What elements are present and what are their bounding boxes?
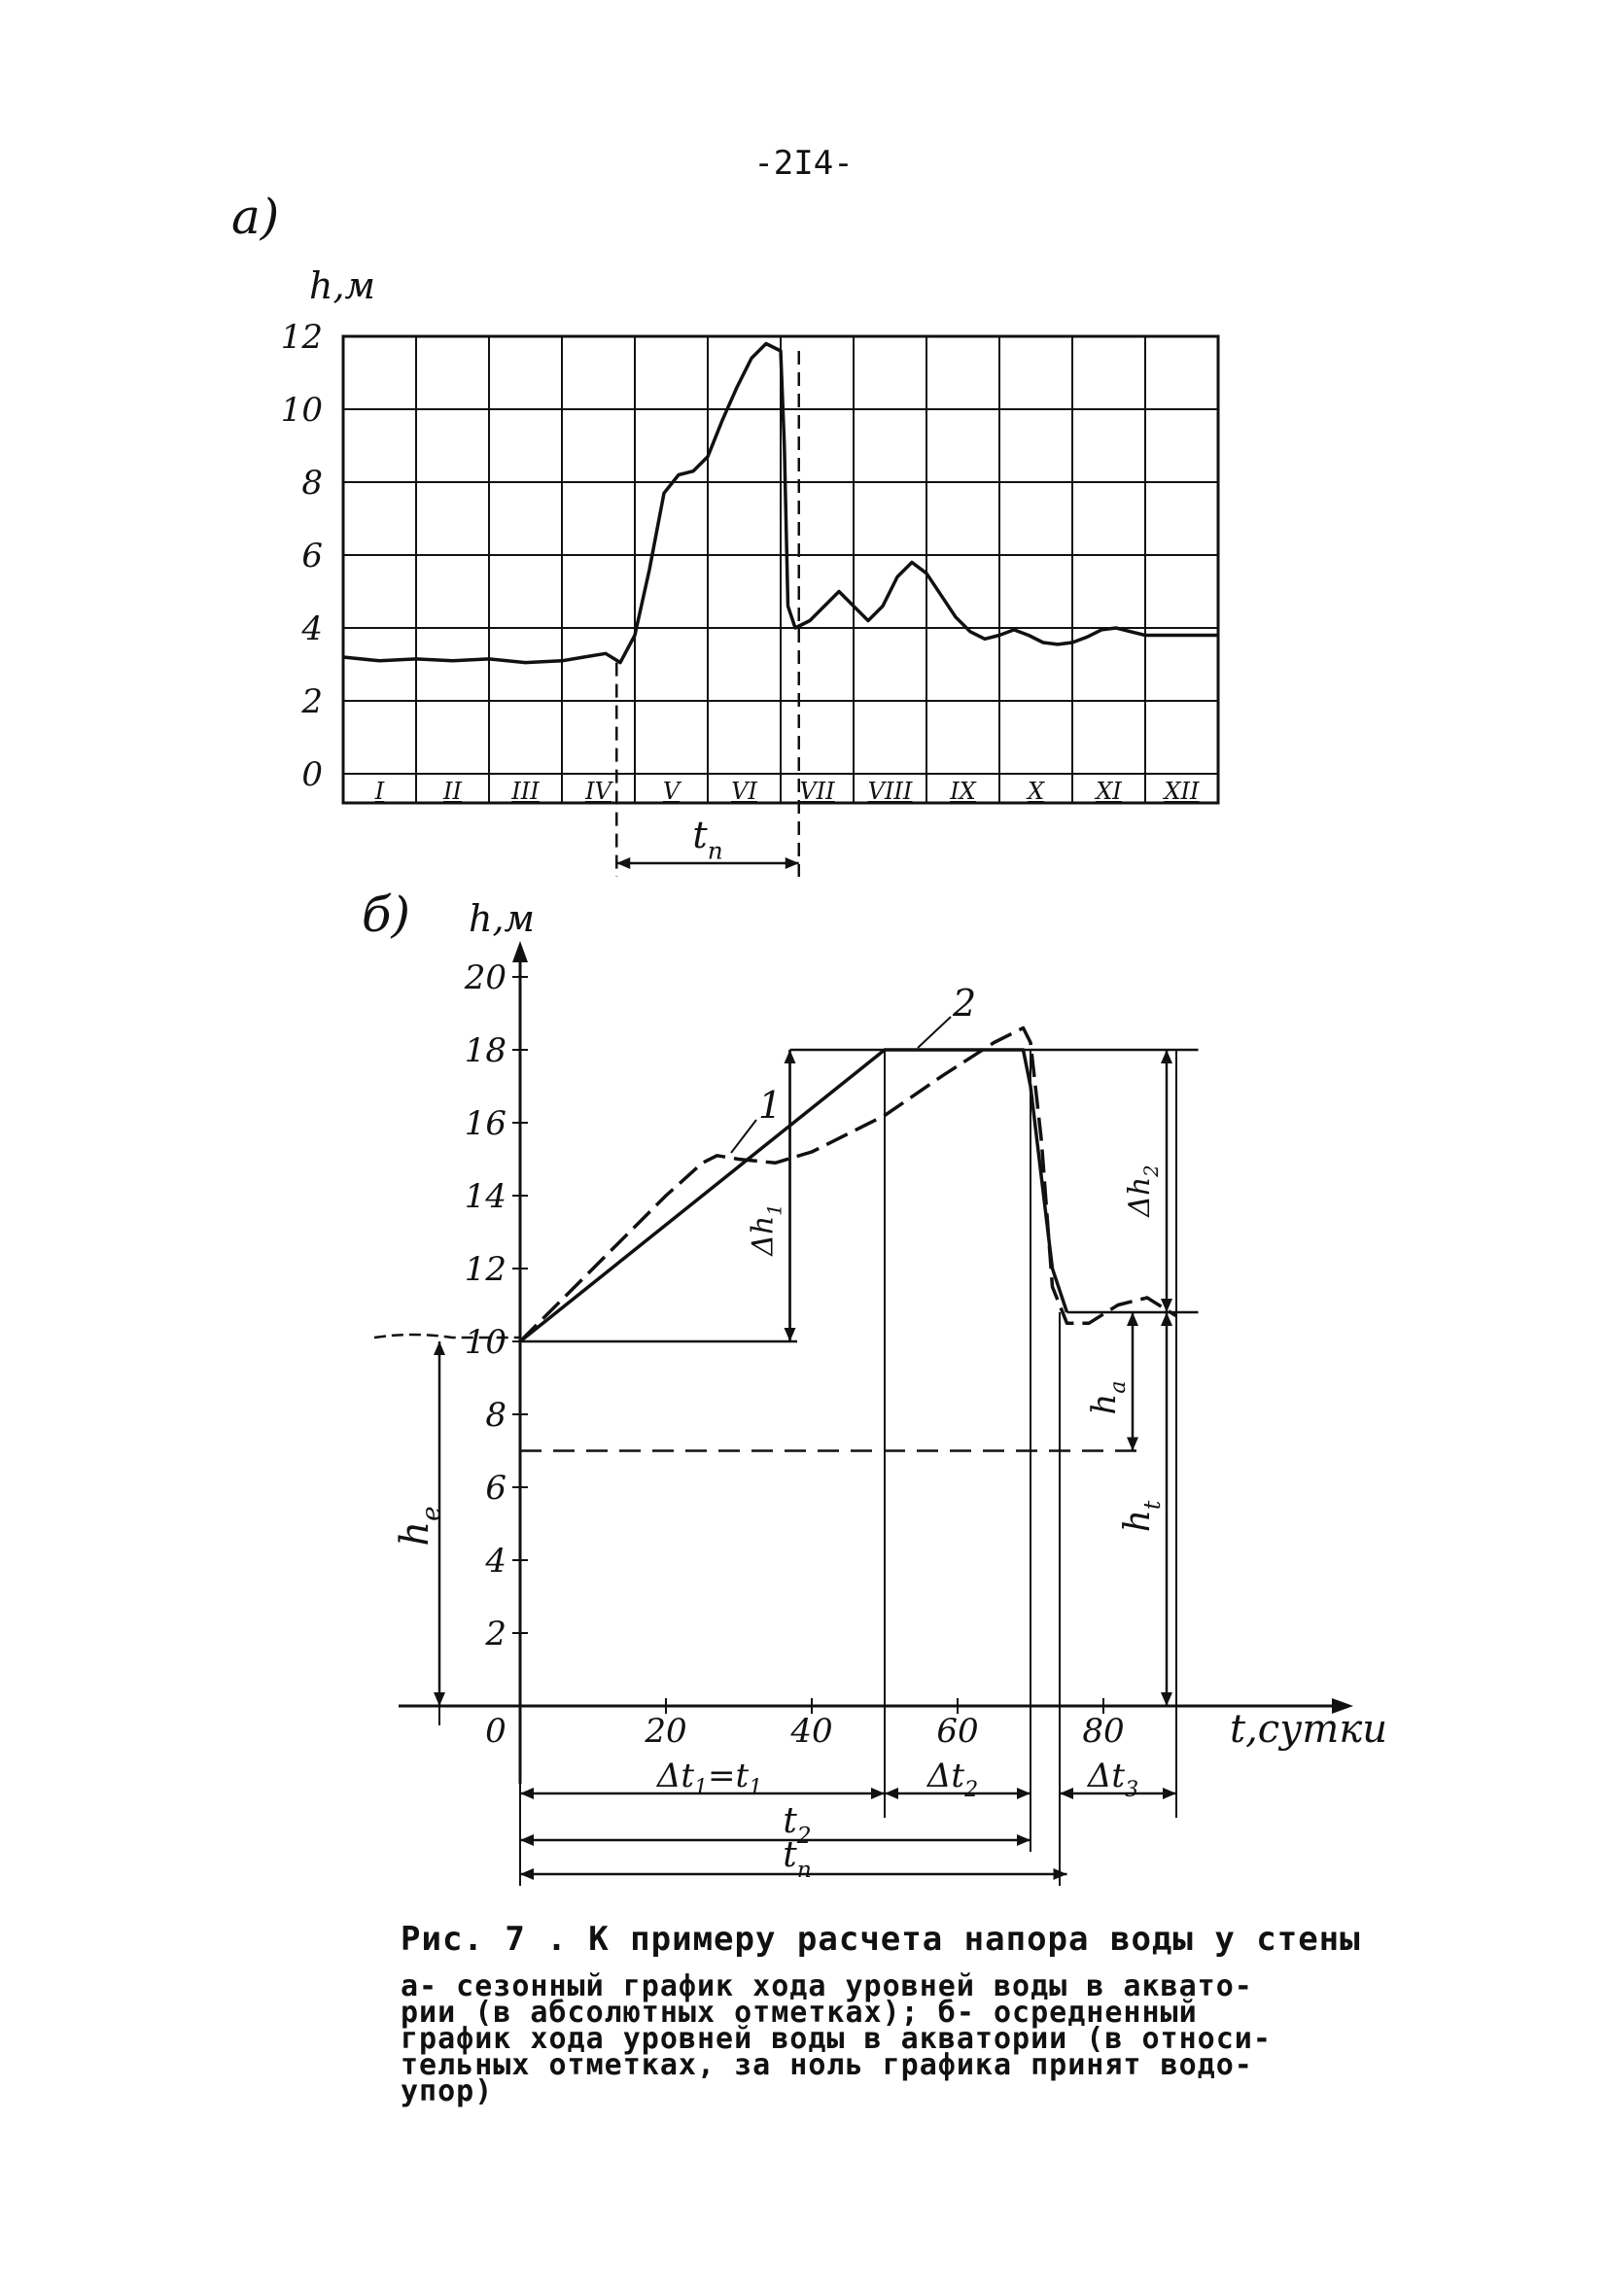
- chart-b-y-tick-label: 16: [464, 1104, 507, 1143]
- chart-b-time-arrow-4-arrow-left: [520, 1868, 534, 1880]
- chart-b-ha-arrow-arrow-bottom: [1127, 1438, 1138, 1451]
- chart-a-month-label: VI: [731, 778, 757, 805]
- chart-a-flood-period-label: $t_п$: [692, 814, 723, 865]
- chart-b-time-arrow-0-arrow-right: [871, 1788, 885, 1799]
- chart-a-month-label: I: [374, 778, 385, 805]
- chart-b-ht-label: $h_t$: [1118, 1500, 1166, 1533]
- chart-b-time-arrow-3-arrow-left: [520, 1834, 534, 1846]
- chart-b-ha-label: $h_a$: [1085, 1380, 1132, 1415]
- chart-b-series-2-line: [520, 1050, 1067, 1341]
- chart-b-y-tick-label: 6: [485, 1469, 507, 1508]
- page-number: -2I4-: [753, 144, 854, 183]
- chart-b-dt2-label: $\Delta t_2$: [926, 1757, 979, 1803]
- chart-a-month-label: XII: [1164, 778, 1200, 805]
- chart-a-flood-period-arrow-arrow-right: [786, 857, 799, 869]
- chart-b-tp-label: $t_п$: [783, 1835, 812, 1883]
- chart-b-time-arrow-0-arrow-left: [520, 1788, 534, 1799]
- chart-a-y-tick-label: 4: [301, 609, 323, 648]
- chart-b-series-1-line: [520, 1028, 1176, 1342]
- chart-b-dh1-arrow-arrow-bottom: [785, 1328, 796, 1341]
- chart-a-y-tick-label: 10: [280, 391, 323, 430]
- chart-b-y-tick-label: 10: [464, 1323, 507, 1362]
- chart-b-dt3-label: $\Delta t_3$: [1087, 1757, 1139, 1803]
- chart-b-series-2-leader: [918, 1017, 951, 1048]
- chart-a-month-label: X: [1027, 778, 1045, 805]
- chart-a-month-label: VIII: [867, 778, 913, 805]
- caption-title: Рис. 7 . К примеру расчета напора воды у стены: [401, 1920, 1361, 1959]
- panel-a-label: а): [231, 189, 280, 245]
- chart-b-x-tick-label: 40: [790, 1712, 833, 1751]
- chart-a-y-axis-label: h,м: [309, 264, 376, 307]
- chart-a-month-label: II: [443, 778, 462, 805]
- chart-b-dh1-label: $\Delta h_1$: [746, 1203, 786, 1256]
- chart-a-month-label: IX: [950, 778, 976, 805]
- chart-b: [374, 941, 1353, 1886]
- chart-a-y-tick-label: 8: [301, 464, 323, 503]
- chart-a-y-tick-label: 0: [301, 755, 323, 794]
- chart-b-y-tick-label: 20: [464, 958, 507, 997]
- chart-b-ha-arrow-arrow-top: [1127, 1312, 1138, 1326]
- chart-b-x-tick-label: 20: [645, 1712, 687, 1751]
- chart-b-x-tick-label: 60: [936, 1712, 979, 1751]
- chart-b-series-2-label: 2: [953, 982, 977, 1025]
- chart-b-y-tick-label: 4: [485, 1542, 507, 1581]
- chart-b-time-arrow-2-arrow-left: [1060, 1788, 1073, 1799]
- chart-a-month-label: XI: [1096, 778, 1122, 805]
- chart-b-x-tick-label: 80: [1082, 1712, 1125, 1751]
- chart-a: [281, 318, 1218, 877]
- chart-b-time-arrow-3-arrow-right: [1017, 1834, 1031, 1846]
- chart-b-x-tick-label: 0: [485, 1712, 507, 1751]
- panel-b-label: б): [362, 887, 411, 943]
- chart-b-he-arrow-arrow-top: [434, 1341, 445, 1355]
- chart-a-month-label: III: [511, 778, 540, 805]
- chart-b-dt1-label: $\Delta t_1=t_1$: [656, 1757, 763, 1800]
- chart-a-month-label: V: [662, 778, 681, 805]
- chart-a-flood-period-arrow-arrow-left: [616, 857, 630, 869]
- chart-b-series-1-leader: [731, 1120, 756, 1153]
- chart-b-y-tick-label: 14: [464, 1177, 507, 1216]
- chart-b-dh2-arrow-arrow-top: [1161, 1050, 1172, 1063]
- chart-b-time-arrow-1-arrow-left: [885, 1788, 898, 1799]
- chart-b-dh1-arrow-arrow-top: [785, 1050, 796, 1063]
- chart-b-time-arrow-1-arrow-right: [1017, 1788, 1031, 1799]
- chart-b-ht-arrow-arrow-bottom: [1161, 1692, 1172, 1706]
- chart-b-y-axis-arrow: [512, 941, 528, 962]
- chart-a-month-label: VII: [799, 778, 835, 805]
- chart-b-y-tick-label: 8: [485, 1396, 507, 1435]
- chart-a-y-tick-label: 12: [280, 318, 323, 357]
- chart-b-time-arrow-2-arrow-right: [1163, 1788, 1176, 1799]
- chart-b-he-label: $h_e$: [393, 1506, 446, 1547]
- chart-b-dh2-label: $\Delta h_2$: [1123, 1165, 1163, 1217]
- chart-a-month-label: IV: [585, 778, 611, 805]
- chart-b-he-arrow-arrow-bottom: [434, 1692, 445, 1706]
- chart-a-y-tick-label: 6: [301, 537, 323, 575]
- chart-a-y-tick-label: 2: [301, 682, 323, 721]
- chart-b-dh2-arrow-arrow-bottom: [1161, 1299, 1172, 1312]
- chart-b-y-axis-label: h,м: [469, 897, 536, 940]
- chart-b-series-1-label: 1: [758, 1084, 783, 1127]
- chart-b-x-axis-label: t,сутки: [1230, 1707, 1387, 1752]
- chart-b-y-tick-label: 18: [464, 1031, 507, 1070]
- chart-b-t2-label: $t_2$: [783, 1801, 812, 1849]
- chart-b-y-tick-label: 2: [485, 1615, 507, 1653]
- chart-b-y-tick-label: 12: [464, 1250, 507, 1289]
- caption-text: а- сезонный график хода уровней воды в аквато- рии (в абсолютных отметках); б- осредненный график хода уровней воды в акватории (в относи- тельных отметках, за ноль графика принят водо- упор): [401, 1969, 1272, 2108]
